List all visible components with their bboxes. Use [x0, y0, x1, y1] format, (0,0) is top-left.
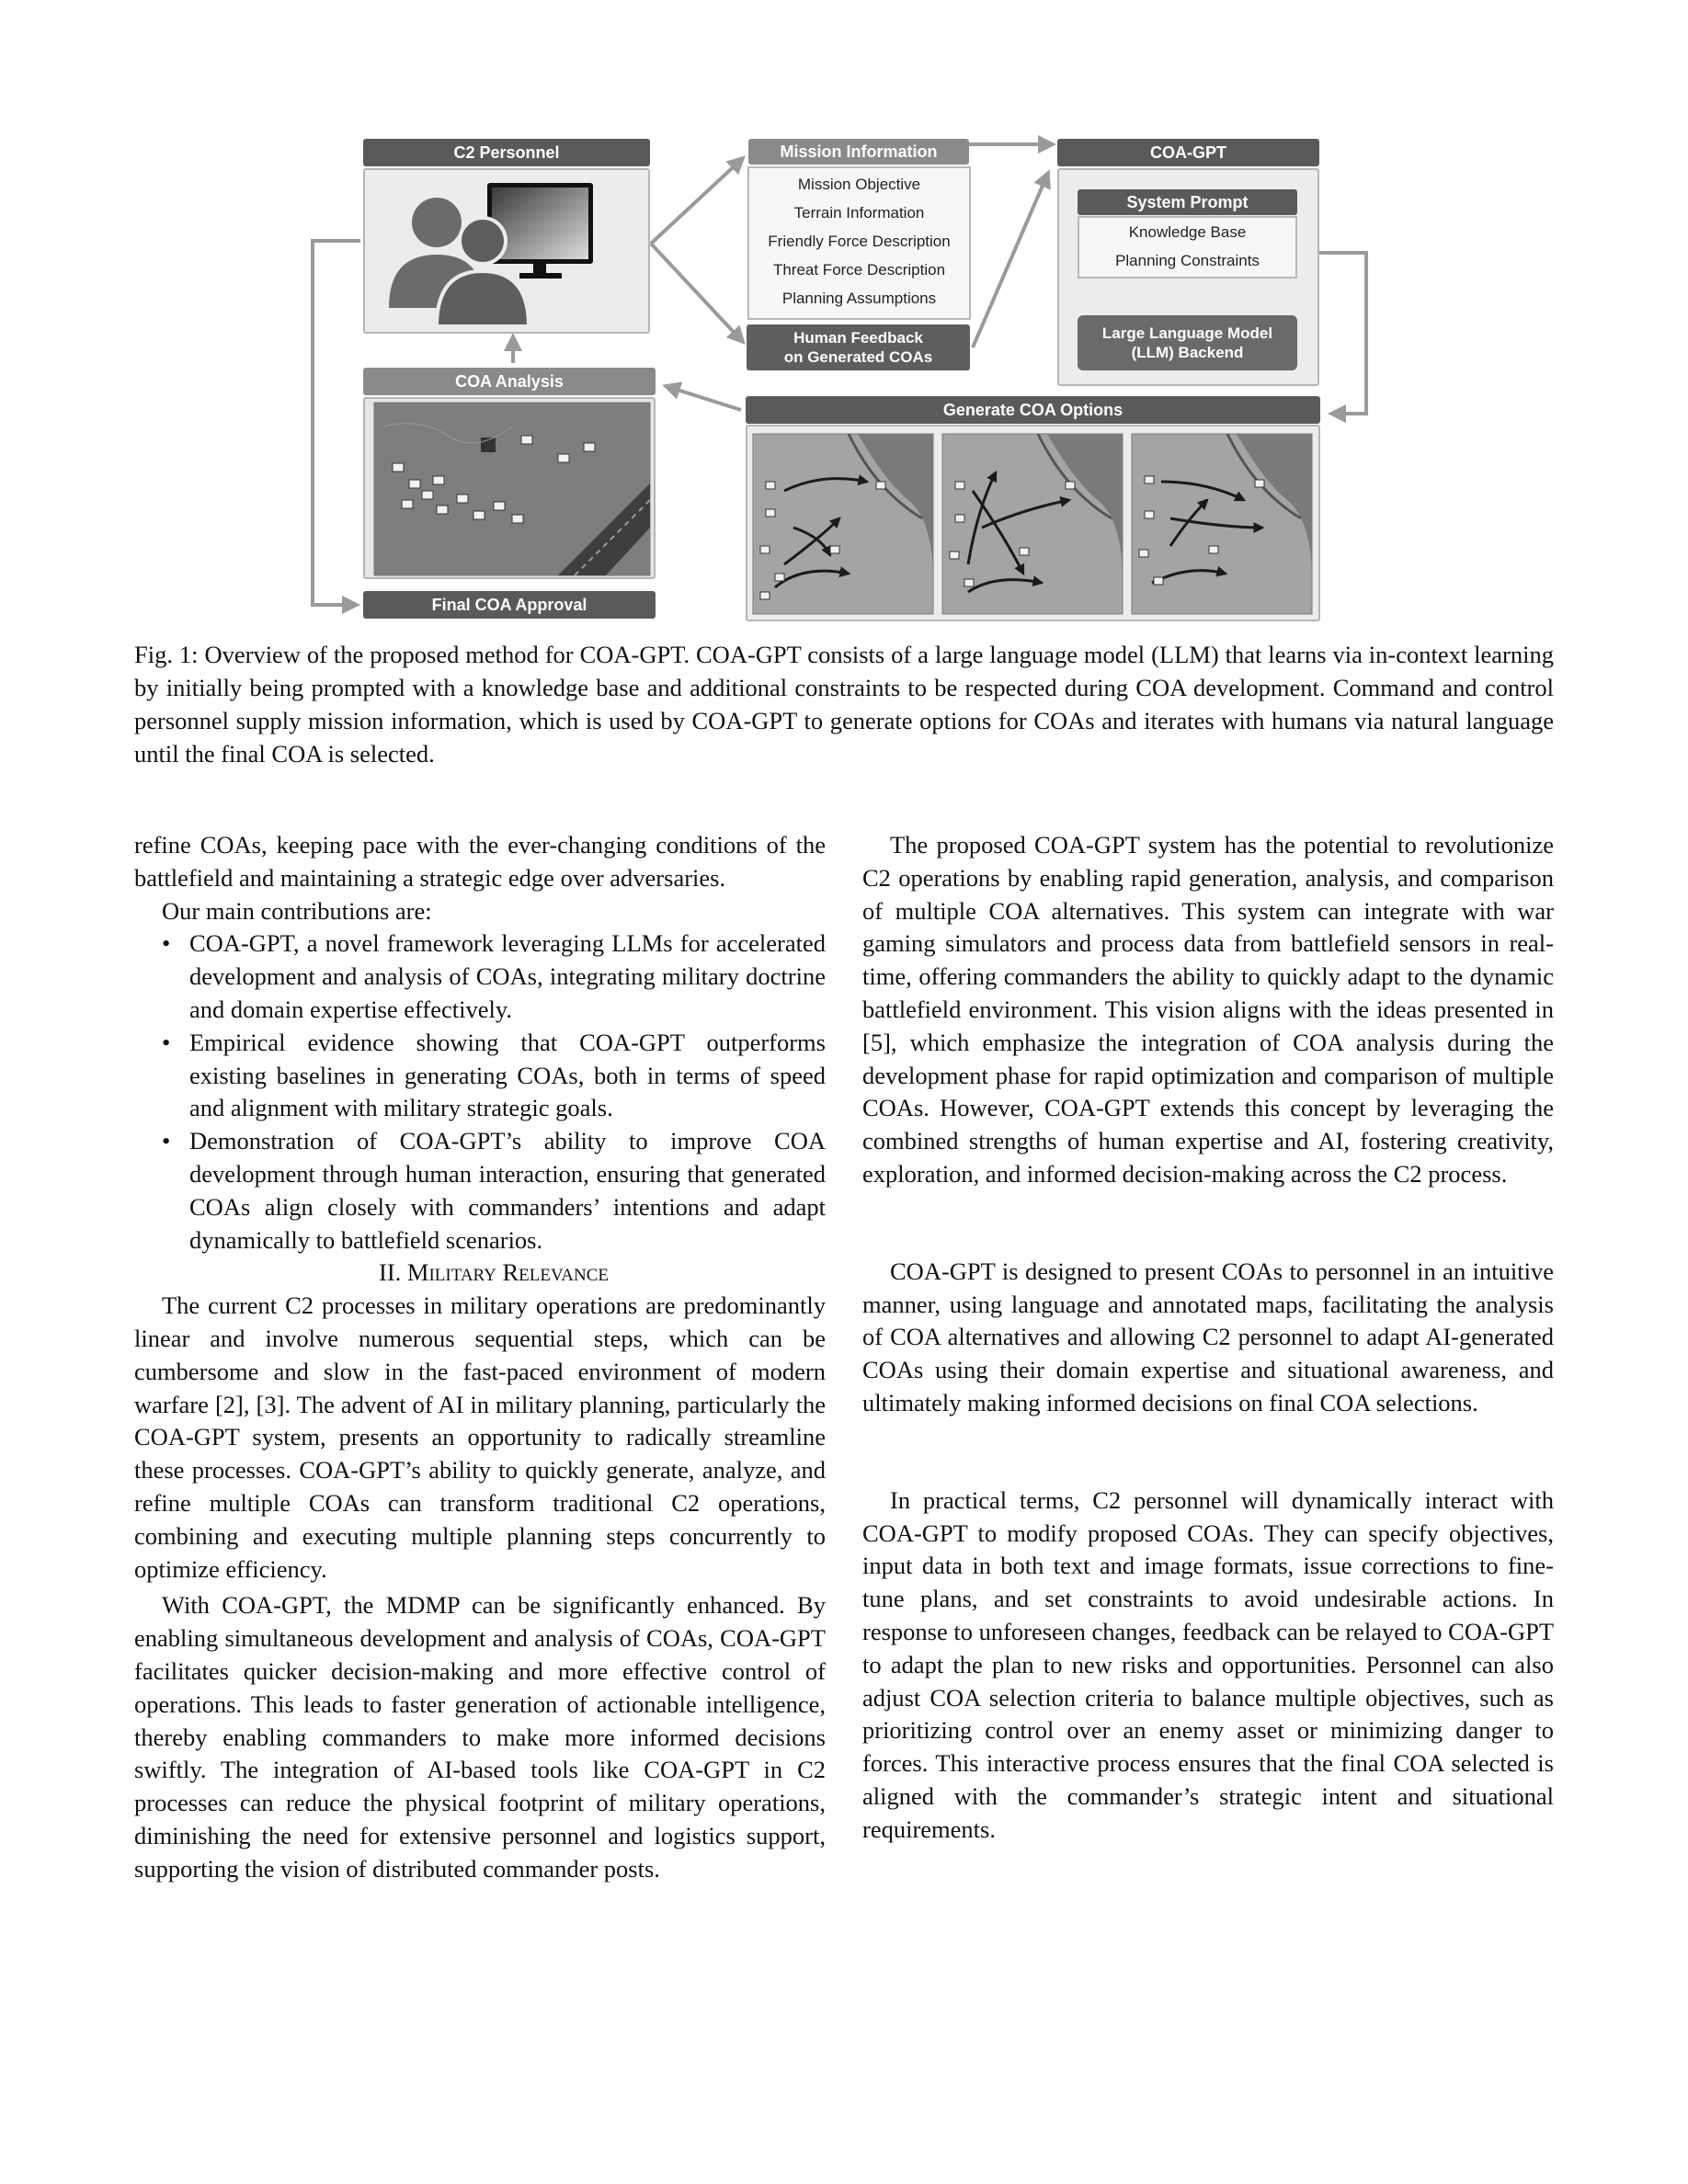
mission-item: Threat Force Description	[772, 261, 946, 279]
c2-personnel-panel	[363, 168, 650, 334]
generate-coa-options-header: Generate COA Options	[746, 396, 1320, 424]
coa-gpt-header: COA-GPT	[1057, 139, 1319, 166]
coa-analysis-header: COA Analysis	[363, 368, 656, 395]
paragraph: The proposed COA-GPT system has the potential to revolutionize C2 operations by enabling rapid generation, analysis, and comparison of multiple COA alternatives. This system can integrate with war gaming simulators and process data from battlefield sensors in real-time, offering commanders the ability to quickly adapt to the dynamic battlefield environment. This vision aligns with the ideas presented in [5], which emphasize the integration of COA analysis during the development phase for rapid optimization and comparison of multiple COAs. However, COA-GPT extends this concept by leveraging the combined strengths of human expertise and AI, fostering creativity, exploration, and informed decision-making across the C2 process.	[862, 831, 1554, 1188]
section-title: Military Relevance	[406, 1258, 609, 1287]
coa-gpt-panel	[1057, 168, 1319, 386]
figure-1	[0, 0, 1688, 634]
arrow-c2-to-mission	[651, 158, 743, 244]
personnel-icon	[365, 170, 648, 332]
llm-line2: (LLM) Backend	[1131, 344, 1244, 361]
list-item: • Demonstration of COA-GPT’s ability to improve COA development through human interaction, ensuring that generated COAs align closely with commanders’ intentions and adapt dynamically to battlefield scenarios.	[134, 1125, 826, 1257]
arrow-feedback-to-coagpt	[973, 173, 1048, 347]
llm-line1: Large Language Model	[1101, 324, 1273, 342]
coa-analysis-panel	[363, 397, 656, 579]
paragraph: With COA-GPT, the MDMP can be significantly enhanced. By enabling simultaneous development and analysis of COAs, COA-GPT facilitates quicker decision-making and more effective control of operations. This leads to faster generation of actionable intelligence, thereby enabling commanders to make more informed decisions swiftly. The integration of AI-based tools like COA-GPT in C2 processes can reduce the physical footprint of military operations, diminishing the need for extensive personnel and logistics support, supporting the vision of distributed commander posts.	[134, 1591, 826, 1883]
mission-information-list	[747, 166, 971, 320]
llm-backend-box	[1078, 315, 1297, 370]
c2-personnel-header: C2 Personnel	[363, 139, 650, 166]
section-number: II.	[379, 1258, 402, 1287]
right-column	[862, 829, 1554, 1847]
arrow-left-loop	[313, 241, 360, 605]
coa-option-map-2	[942, 434, 1123, 614]
mission-item: Planning Assumptions	[781, 290, 937, 307]
system-prompt-header: System Prompt	[1078, 189, 1297, 215]
mission-item: Friendly Force Description	[768, 233, 951, 250]
mission-information-header: Mission Information	[748, 139, 969, 165]
mission-item: Mission Objective	[797, 176, 921, 193]
contributions-list	[134, 927, 826, 1257]
list-item: • COA-GPT, a novel framework leveraging LLMs for accelerated development and analysis of COAs, integrating military doctrine and domain expertise effectively.	[134, 927, 826, 1026]
human-feedback-line1: Human Feedback	[793, 329, 923, 347]
left-column	[134, 829, 826, 1886]
human-feedback-line2: on Generated COAs	[783, 348, 933, 366]
coa-option-maps	[747, 427, 1318, 620]
paragraph: The current C2 processes in military operations are predominantly linear and involve numerous sequential steps, which can be cumbersome and slow in the fast-paced environment of modern warfare [2], [3]. The advent of AI in military planning, particularly the COA-GPT system, presents an opportunity to radically streamline these processes. COA-GPT’s ability to quickly generate, analyze, and refine multiple COAs can transform traditional C2 operations, combining and executing multiple planning steps concurrently to optimize efficiency.	[134, 1291, 826, 1583]
system-prompt-list	[1078, 216, 1297, 279]
system-item: Knowledge Base	[1128, 223, 1247, 241]
coa-analysis-map-stack	[365, 399, 654, 577]
figure-caption: Fig. 1: Overview of the proposed method for COA-GPT. COA-GPT consists of a large language model (LLM) that learns via in-context learning by initially being prompted with a knowledge base and additional constraints to be respected during COA development. Command and control personnel supply mission information, which is used by COA-GPT to generate options for COAs and iterates with humans via natural language until the final COA is selected.	[134, 641, 1554, 768]
system-item: Planning Constraints	[1115, 252, 1260, 269]
paragraph: refine COAs, keeping pace with the ever-changing conditions of the battlefield and maintaining a strategic edge over adversaries.	[134, 831, 826, 892]
list-item: • Empirical evidence showing that COA-GPT outperforms existing baselines in generating COAs, both in terms of speed and alignment with military strategic goals.	[134, 1027, 826, 1125]
arrow-c2-to-feedback	[651, 244, 743, 342]
mission-item: Terrain Information	[793, 204, 925, 222]
final-coa-approval-header: Final COA Approval	[363, 591, 656, 619]
arrow-coagpt-to-generate	[1319, 253, 1366, 414]
paragraph: Our main contributions are:	[162, 896, 432, 925]
generate-coa-options-panel	[746, 425, 1320, 621]
section-heading	[134, 1257, 826, 1290]
human-feedback-box	[747, 324, 970, 370]
paragraph: In practical terms, C2 personnel will dynamically interact with COA-GPT to modify proposed COAs. They can specify objectives, input data in both text and image formats, issue corrections to fine-tune plans, and set constraints to avoid undesirable actions. In response to unforeseen changes, feedback can be relayed to COA-GPT to adapt the plan to new risks and opportunities. Personnel can also adjust COA selection criteria to balance multiple objectives, such as prioritizing control over an enemy asset or minimizing danger to forces. This interactive process ensures that the final COA selected is aligned with the commander’s strategic intent and situational requirements.	[862, 1485, 1555, 1843]
paragraph: COA-GPT is designed to present COAs to personnel in an intuitive manner, using language and annotated maps, facilitating the analysis of COA alternatives and allowing C2 personnel to adapt AI-generated COAs using their domain expertise and situational awareness, and ultimately making informed decisions on final COA selections.	[862, 1257, 1554, 1416]
arrow-generate-to-analysis	[666, 386, 741, 410]
coa-option-map-1	[753, 434, 933, 614]
coa-option-map-3	[1132, 434, 1312, 614]
